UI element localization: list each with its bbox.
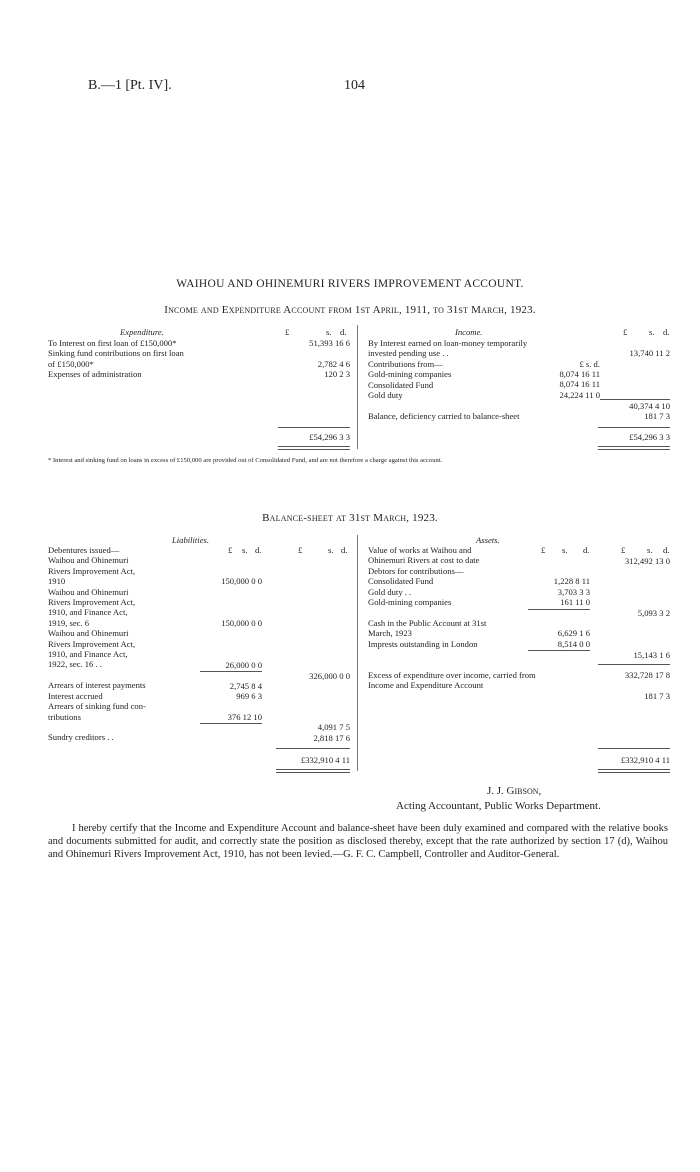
inc-line: invested pending use . .: [368, 348, 449, 359]
liab-line: [48, 722, 198, 732]
liab-line: Waihou and Ohinemuri: [48, 628, 129, 639]
asset-line: [368, 659, 598, 669]
ie-right-pound-head: £: [623, 327, 628, 337]
exp-double-rule: [278, 446, 350, 450]
cash-public-account: 6,629 1 6: [557, 628, 590, 638]
asset-line: Excess of expenditure over income, carried from: [368, 669, 536, 680]
asset-line: Cash in the Public Account at 31st: [368, 617, 487, 628]
debenture-1-value: 150,000 0 0: [221, 576, 262, 586]
asset-line: Gold-mining companies: [368, 597, 452, 608]
gold-mining-debtor: 161 11 0: [560, 597, 590, 607]
assets-lines: [368, 545, 598, 691]
liab-double-rule: [276, 769, 350, 773]
page-header-left: B.—1 [Pt. IV].: [88, 78, 172, 93]
asset-line: Value of works at Waihou and: [368, 545, 472, 555]
liab-line: 1910, and Finance Act,: [48, 649, 128, 660]
inc-sub-rule: [600, 399, 670, 400]
debentures-total: 326,000 0 0: [309, 671, 350, 681]
expenditure-heading: Expenditure.: [120, 327, 164, 337]
ie-divider: [357, 325, 358, 449]
expenditure-lines: [48, 338, 278, 380]
assets-subtotal: 332,728 17 8: [624, 670, 670, 680]
exp-rule: [278, 427, 350, 428]
exp-line: Expenses of administration: [48, 369, 142, 380]
bs-l-outer-d-head: d.: [341, 545, 348, 555]
income-heading: Income.: [455, 327, 483, 337]
ie-left-pound-head: £: [285, 327, 290, 337]
exp-value: 2,782 4 6: [317, 358, 350, 369]
interest-accrued-value: 969 6 3: [236, 691, 262, 701]
income-interest-value: 13,740 11 2: [629, 348, 670, 358]
asset-line: Gold duty . .: [368, 586, 412, 597]
exp-line: of £150,000*: [48, 358, 94, 369]
inc-line: Gold duty: [368, 390, 403, 401]
bs-a-outer-pound-head: £: [621, 545, 626, 555]
assets-double-rule: [598, 769, 670, 773]
income-total: £54,296 3 3: [629, 432, 670, 442]
ie-right-s-head: s.: [649, 327, 655, 337]
expenditure-total: £54,296 3 3: [309, 432, 350, 442]
bs-a-inner-d-head: d.: [583, 545, 590, 555]
liab-line: Sundry creditors . .: [48, 732, 114, 743]
ie-right-d-head: d.: [663, 327, 670, 337]
cash-rule: [528, 650, 590, 651]
bs-a-inner-s-head: s.: [562, 545, 568, 555]
balance-deficiency-value: 181 7 3: [644, 411, 670, 421]
liabilities-total: £332,910 4 11: [300, 755, 350, 765]
asset-line: Consolidated Fund: [368, 576, 434, 587]
asset-line: Ohinemuri Rivers at cost to date: [368, 555, 480, 566]
liab-line: 1910: [48, 576, 66, 587]
ie-left-d-head: d.: [340, 327, 347, 337]
assets-rule: [598, 748, 670, 749]
asset-line: March, 1923: [368, 628, 412, 639]
liab-line: Waihou and Ohinemuri: [48, 555, 129, 566]
balance-sheet-title: Balance-sheet at 31st March, 1923.: [262, 512, 438, 524]
footnote: * Interest and sinking fund on loans in excess of £150,000 are provided out of Consolidated Fund, and are not therefore a charge against this account.: [48, 457, 443, 464]
assets-heading: Assets.: [476, 535, 500, 545]
asset-line: Debtors for contributions—: [368, 565, 464, 576]
page-number: 104: [344, 78, 365, 93]
bs-l-outer-s-head: s.: [328, 545, 334, 555]
balance-deficiency-label: Balance, deficiency carried to balance-sheet: [368, 411, 520, 421]
works-value: 312,492 13 0: [624, 556, 670, 566]
arrears-total: 4,091 7 5: [317, 722, 350, 732]
arrears-sinking-value: 376 12 10: [227, 712, 262, 722]
signatory-title: Acting Accountant, Public Works Department.: [396, 800, 601, 812]
contribution-value: 24,224 11 0: [559, 389, 600, 400]
income-subtotal: 40,374 4 10: [629, 401, 670, 411]
inc-double-rule: [598, 446, 670, 450]
liab-line: 1910, and Finance Act,: [48, 607, 128, 618]
inc-line: Consolidated Fund: [368, 379, 434, 390]
arrears-rule: [200, 723, 262, 724]
contributions-values: [500, 369, 600, 400]
debtors-rule: [528, 609, 590, 610]
debentures-rule: [200, 671, 262, 672]
consolidated-fund-debtor: 1,228 8 11: [553, 576, 590, 586]
arrears-interest-value: 2,745 8 4: [229, 681, 262, 691]
inc-line: By Interest earned on loan-money temporarily: [368, 338, 528, 348]
debenture-3-value: 26,000 0 0: [225, 660, 262, 670]
cash-imprests-total: 15,143 1 6: [633, 650, 670, 660]
liab-line: [48, 670, 198, 680]
contribution-value: 8,074 16 11: [559, 379, 600, 390]
liab-line: 1919, sec. 6: [48, 617, 90, 628]
expenditure-values: [260, 338, 350, 380]
audit-certificate: I hereby certify that the Income and Expenditure Account and balance-sheet have been duly examined and compared with the relative books and documents submitted for audit, and correctly state the position as disclosed thereby, except that the rate authorized by section 17 (d), Waihou and Ohinemuri Rivers Improvement Act, 1910, has not been levied.—G. F. C. Campbell, Controller and Auditor-General.: [48, 823, 668, 860]
debtors-total: 5,093 3 2: [637, 608, 670, 618]
excess-expenditure-value: 181 7 3: [644, 691, 670, 701]
ie-left-s-head: s.: [326, 327, 332, 337]
contribution-value: 8,074 16 11: [559, 369, 600, 379]
asset-line: Imprests outstanding in London: [368, 638, 478, 649]
exp-value: 51,393 16 6: [309, 338, 350, 348]
bs-divider: [357, 535, 358, 771]
liab-line: Rivers Improvement Act,: [48, 565, 136, 576]
bs-l-outer-pound-head: £: [298, 545, 303, 555]
liab-line: Debentures issued—: [48, 545, 120, 555]
exp-value: [260, 348, 350, 358]
liab-line: tributions: [48, 711, 81, 722]
liab-line: Rivers Improvement Act,: [48, 638, 136, 649]
asset-line: Income and Expenditure Account: [368, 680, 484, 691]
liab-line: Arrears of interest payments: [48, 680, 146, 691]
inc-line: Contributions from—: [368, 358, 443, 369]
bs-l-inner-d-head: d.: [255, 545, 262, 555]
bs-a-outer-s-head: s.: [647, 545, 653, 555]
inc-line: Gold-mining companies: [368, 369, 452, 380]
imprests-london: 8,514 0 0: [557, 639, 590, 649]
bs-l-inner-s-head: s.: [242, 545, 248, 555]
exp-line: Sinking fund contributions on first loan: [48, 348, 184, 359]
gold-duty-debtor: 3,703 3 3: [557, 587, 590, 597]
debenture-2-value: 150,000 0 0: [221, 618, 262, 628]
liabilities-heading: Liabilities.: [172, 535, 210, 545]
liab-line: 1922, sec. 16 . .: [48, 659, 102, 670]
liab-line: Arrears of sinking fund con-: [48, 701, 146, 712]
exp-value: 120 2 3: [324, 369, 350, 380]
signatory-name: J. J. Gibson,: [487, 785, 542, 797]
inc-rule: [598, 427, 670, 428]
assets-sub-rule: [598, 664, 670, 665]
liab-line: Interest accrued: [48, 690, 103, 701]
sundry-creditors-value: 2,818 17 6: [313, 733, 350, 743]
liab-line: Rivers Improvement Act,: [48, 597, 136, 608]
liab-line: Waihou and Ohinemuri: [48, 586, 129, 597]
account-title: WAIHOU AND OHINEMURI RIVERS IMPROVEMENT ACCOUNT.: [176, 278, 524, 290]
ie-account-title: Income and Expenditure Account from 1st April, 1911, to 31st March, 1923.: [164, 304, 536, 316]
contributions-sub-head: £ s. d.: [579, 359, 600, 369]
exp-line: To Interest on first loan of £150,000*: [48, 338, 177, 348]
assets-total: £332,910 4 11: [620, 755, 670, 765]
bs-a-outer-d-head: d.: [663, 545, 670, 555]
bs-a-inner-pound-head: £: [541, 545, 546, 555]
bs-l-inner-pound-head: £: [228, 545, 233, 555]
liabilities-lines: [48, 545, 198, 743]
liab-rule: [276, 748, 350, 749]
